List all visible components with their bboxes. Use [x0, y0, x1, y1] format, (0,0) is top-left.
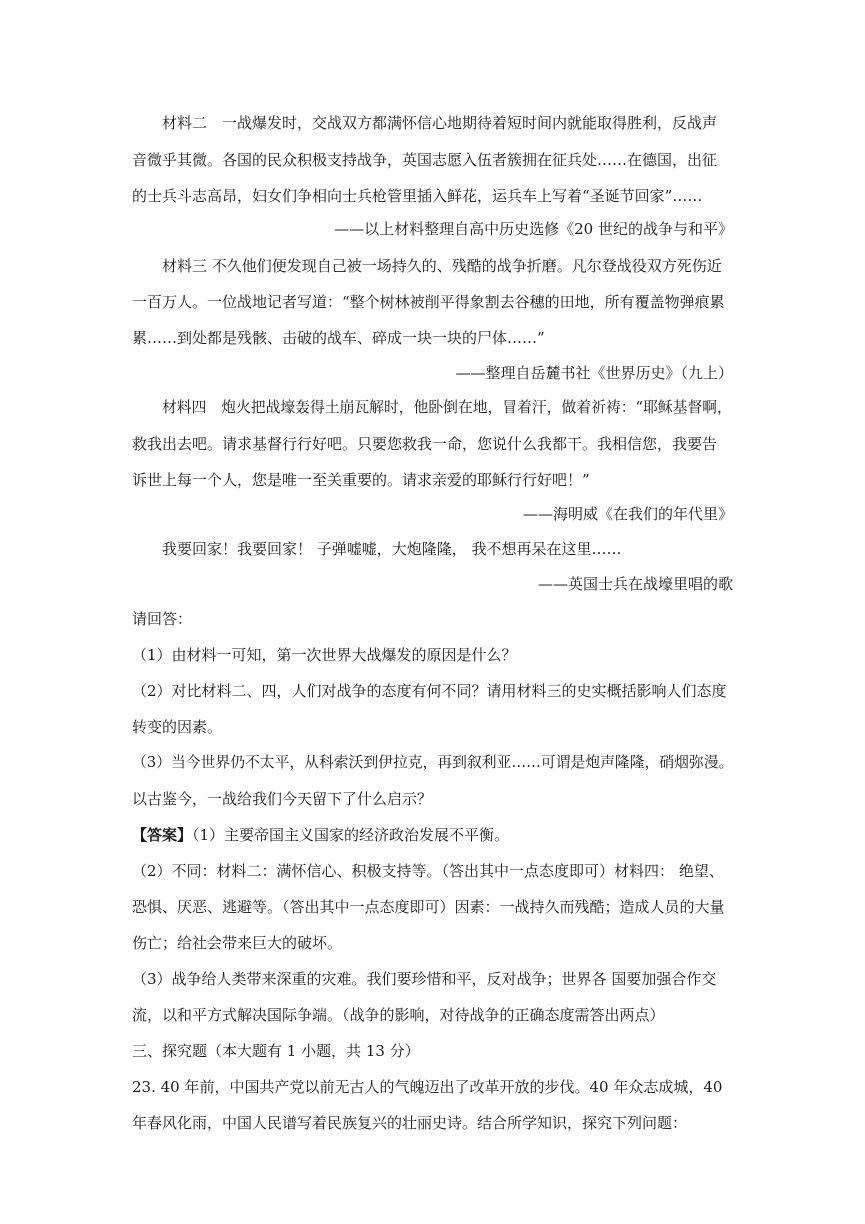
material-2-line-3: 的士兵斗志高昂，妇女们争相向士兵枪管里插入鲜花，运兵车上写着“圣诞节回家”…… — [132, 187, 703, 205]
answer-label: 【答案】 — [132, 826, 193, 844]
question-2-line-2: 转变的因素。 — [132, 718, 223, 736]
answer-1-text: （1）主要帝国主义国家的经济政治发展不平衡。 — [192, 826, 510, 844]
material-2-line-2: 音微乎其微。各国的民众积极支持战争，英国志愿入伍者簇拥在征兵处……在德国，出征 — [132, 151, 718, 169]
prompt-answer: 请回答： — [132, 610, 193, 628]
question-1: （1）由材料一可知，第一次世界大战爆发的原因是什么？ — [132, 646, 517, 664]
question-23-line-1: 23. 40 年前，中国共产党以前无古人的气魄迈出了改革开放的步伐。40 年众志成城，40 — [132, 1078, 723, 1096]
answer-2-line-3: 伤亡；给社会带来巨大的破坏。 — [132, 934, 343, 952]
section-heading: 三、探究题（本大题有 1 小题，共 13 分） — [132, 1042, 420, 1060]
question-3-line-2: 以古鉴今，一战给我们今天留下了什么启示？ — [132, 790, 433, 808]
material-2-line-1: 材料二 一战爆发时，交战双方都满怀信心地期待着短时间内就能取得胜利，反战声 — [162, 114, 718, 132]
answer-3-line-2: 流，以和平方式解决国际争端。（战争的影响，对待战争的正确态度需答出两点） — [132, 1006, 665, 1024]
question-3-line-1: （3）当今世界仍不太平，从科索沃到伊拉克，再到叙利亚……可谓是炮声隆隆，硝烟弥漫。 — [132, 754, 734, 771]
answer-line-1 — [132, 825, 733, 845]
material-4-line-1: 材料四 炮火把战壕轰得土崩瓦解时，他卧倒在地，冒着汗，做着祈祷：“耶稣基督啊， — [162, 399, 732, 416]
question-23-line-2: 年春风化雨，中国人民谱写着民族复兴的壮丽史诗。结合所学知识，探究下列问题： — [132, 1114, 688, 1132]
answer-2-line-2: 恐惧、厌恶、逃避等。（答出其中一点态度即可）因素：一战持久而残酷；造成人员的大量 — [132, 898, 725, 916]
material-3-line-2: 一百万人。一位战地记者写道：“整个树林被削平得象割去谷穗的田地，所有覆盖物弹痕累 — [132, 293, 725, 311]
answer-2-line-1: （2）不同：材料二：满怀信心、积极支持等。（答出其中一点态度即可）材料四： 绝望、 — [132, 862, 724, 880]
material-4-line-2: 救我出去吧。请求基督行行好吧。只要您救我一命，您说什么我都干。我相信您，我要告 — [132, 435, 718, 453]
material-2-source: ——以上材料整理自高中历史选修《20 世纪的战争与和平》 — [334, 220, 733, 238]
question-2-line-1: （2）对比材料二、四，人们对战争的态度有何不同？请用材料三的史实概括影响人们态度 — [132, 682, 727, 700]
song-line: 我要回家！我要回家！ 子弹嘘嘘，大炮隆隆， 我不想再呆在这里…… — [162, 540, 622, 558]
material-3-source: ——整理自岳麓书社《世界历史》（九上） — [455, 364, 733, 382]
material-4-source: ——海明威《在我们的年代里》 — [522, 505, 733, 523]
material-4-line-3: 诉世上每一个人，您是唯一至关重要的。请求亲爱的耶稣行行好吧！” — [132, 471, 590, 489]
answer-3-line-1: （3）战争给人类带来深重的灾难。我们要珍惜和平，反对战争；世界各 国要加强合作交 — [132, 970, 717, 988]
song-source: ——英国士兵在战壕里唱的歌 — [537, 575, 733, 593]
material-3-line-3: 累……到处都是残骸、击破的战车、碎成一块一块的尸体……” — [132, 329, 545, 347]
material-3-line-1: 材料三 不久他们便发现自己被一场持久的、残酷的战争折磨。凡尔登战役双方死伤近 — [162, 257, 722, 275]
